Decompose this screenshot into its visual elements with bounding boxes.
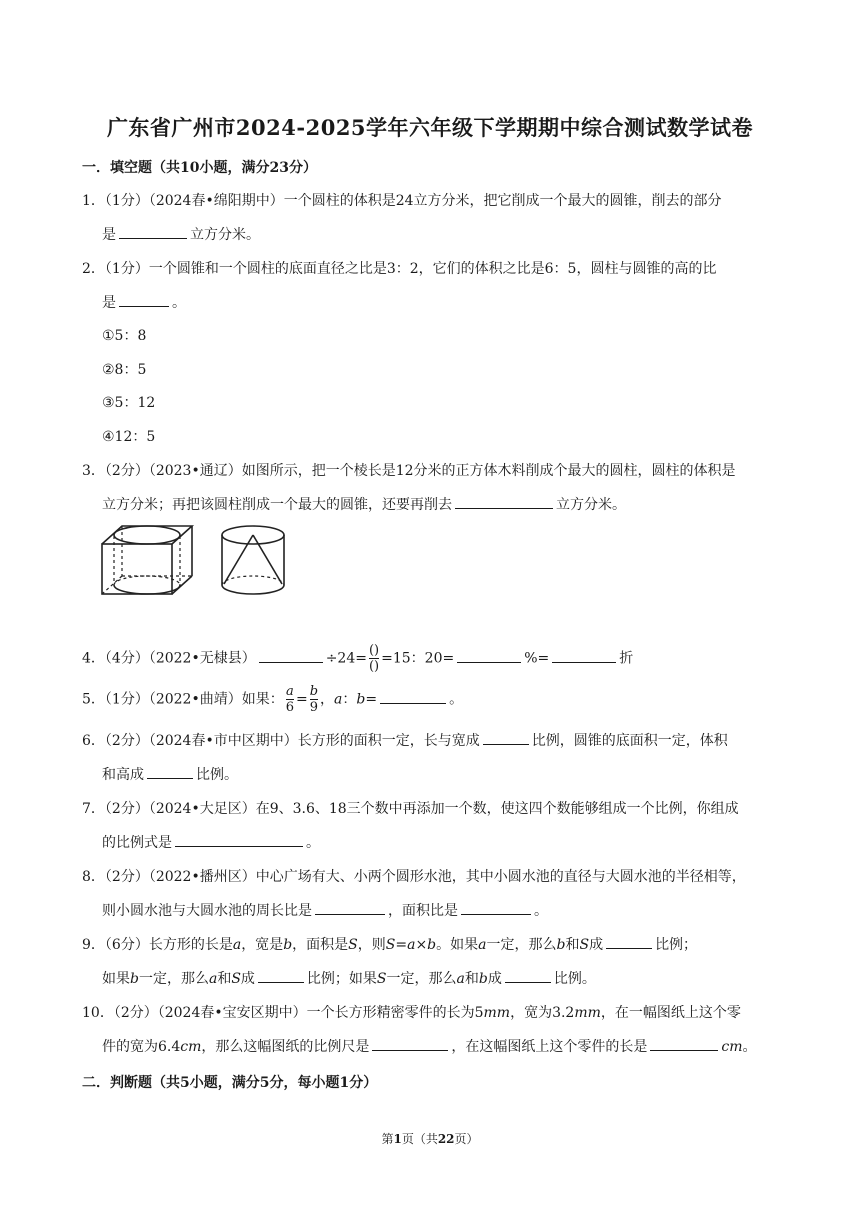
- q2-option: ③5：12: [102, 395, 156, 411]
- q4-line: 4．（4分）（2022•无棣县） ÷24= $\frac{()}{()}$ =15：20= %= 折: [82, 643, 634, 674]
- q3-answer-blank[interactable]: [455, 494, 553, 509]
- q10-blank-1[interactable]: [372, 1036, 448, 1051]
- q6-blank-2[interactable]: [147, 764, 193, 779]
- q9-blank-3[interactable]: [505, 968, 551, 983]
- q2-option: ②8：5: [102, 362, 147, 378]
- q3-line2: 立方分米；再把该圆柱削成一个最大的圆锥，还要再削去 立方分米。: [102, 494, 626, 514]
- q1-answer-blank[interactable]: [119, 224, 187, 239]
- q5-fraction-b9: $\frac{b}{9}$: [309, 684, 319, 715]
- q4-blank-2[interactable]: [457, 648, 521, 663]
- q9-blank-1[interactable]: [606, 934, 652, 949]
- cylinder-top-in-cube: [114, 526, 180, 544]
- q9-line2: 如果b一定，那么a和S成 比例；如果S一定，那么a和b成 比例。: [102, 968, 596, 988]
- q2-line1: 2．（1分）一个圆锥和一个圆柱的底面直径之比是3：2，它们的体积之比是6：5，圆柱与圆锥的高的比: [82, 261, 717, 277]
- q2-line2: 是 。: [102, 292, 186, 312]
- q1-line1: 1．（1分）（2024春•绵阳期中）一个圆柱的体积是24立方分米，把它削成一个最大的圆锥，削去的部分: [82, 193, 722, 209]
- q8-blank-1[interactable]: [315, 900, 385, 915]
- q5-line: 5．（1分）（2022•曲靖）如果： $\frac{a}{6}$ = $\frac{b}{9}$ ，a：b= 。: [82, 684, 464, 715]
- page-number: 1: [393, 1132, 402, 1146]
- section-fill-in-heading: 一．填空题（共10小题，满分23分）: [82, 160, 317, 176]
- q10-line2: 件的宽为6.4cm，那么这幅图纸的比例尺是 ，在这幅图纸上这个零件的长是 cm。: [102, 1036, 757, 1056]
- cube-cylinder-cone-figure: [96, 524, 296, 596]
- q4-blank-1[interactable]: [259, 648, 323, 663]
- page-total: 22: [437, 1132, 455, 1146]
- q10-blank-2[interactable]: [650, 1036, 718, 1051]
- q4-fraction: $\frac{()}{()}$: [368, 643, 380, 674]
- q5-answer-blank[interactable]: [380, 689, 446, 704]
- q9-line1: 9．（6分）长方形的长是a，宽是b，面积是S，则S=a×b。如果a一定，那么b和S成 比例；: [82, 934, 697, 954]
- q2-answer-blank[interactable]: [119, 292, 169, 307]
- q7-answer-blank[interactable]: [175, 832, 303, 847]
- q8-line1: 8．（2分）（2022•播州区）中心广场有大、小两个圆形水池，其中小圆水池的直径与大圆水池的半径相等，: [82, 869, 746, 885]
- section-true-false-heading: 二．判断题（共5小题，满分5分，每小题1分）: [82, 1075, 378, 1091]
- q10-line1: 10．（2分）（2024春•宝安区期中）一个长方形精密零件的长为5mm，宽为3.2mm，在一幅图纸上这个零: [82, 1005, 741, 1021]
- exam-title: 广东省广州市2024-2025学年六年级下学期期中综合测试数学试卷: [106, 115, 754, 140]
- q7-line2: 的比例式是 。: [102, 832, 320, 852]
- q8-blank-2[interactable]: [461, 900, 531, 915]
- q3-figures: [96, 524, 296, 600]
- q7-line1: 7．（2分）（2024•大足区）在9、3.6、18三个数中再添加一个数，使这四个数能够组成一个比例，你组成: [82, 801, 739, 817]
- q6-line2: 和高成 比例。: [102, 764, 238, 784]
- q6-blank-1[interactable]: [483, 730, 529, 745]
- q2-option: ①5：8: [102, 328, 147, 344]
- q3-line1: 3．（2分）（2023•通辽）如图所示，把一个棱长是12分米的正方体木料削成个最大的圆柱，圆柱的体积是: [82, 463, 736, 479]
- q5-fraction-a6: $\frac{a}{6}$: [285, 684, 294, 715]
- q2-option: ④12：5: [102, 429, 156, 445]
- q1-line2: 是 立方分米。: [102, 224, 260, 244]
- page-footer: 第1页（共22页）: [381, 1132, 479, 1146]
- q6-line1: 6．（2分）（2024春•市中区期中）长方形的面积一定，长与宽成 比例，圆锥的底面积一定，体积: [82, 730, 728, 750]
- q8-line2: 则小圆水池与大圆水池的周长比是 ，面积比是 。: [102, 900, 548, 920]
- cube-front-face: [102, 544, 172, 594]
- q4-blank-3[interactable]: [552, 648, 616, 663]
- q9-blank-2[interactable]: [258, 968, 304, 983]
